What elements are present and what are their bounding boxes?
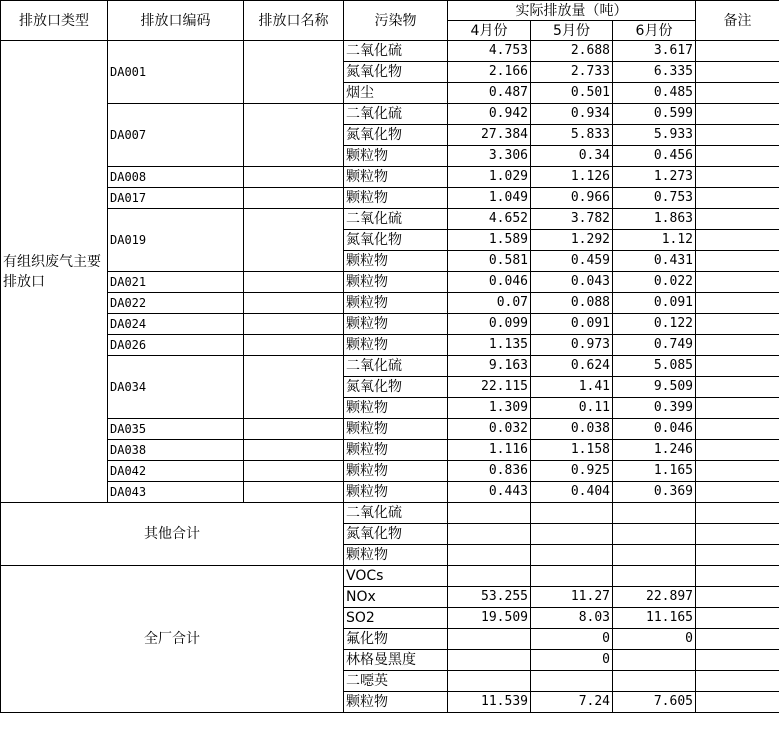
remark-cell: [696, 230, 779, 251]
value-month-4: 1.309: [448, 398, 531, 419]
pollutant-cell: 颗粒物: [344, 335, 448, 356]
remark-cell: [696, 209, 779, 230]
remark-cell: [696, 440, 779, 461]
value-month-6: [613, 503, 696, 524]
value-month-5: 0.043: [531, 272, 613, 293]
value-month-4: [448, 650, 531, 671]
remark-cell: [696, 272, 779, 293]
value-month-6: 11.165: [613, 608, 696, 629]
remark-cell: [696, 419, 779, 440]
value-month-4: 27.384: [448, 125, 531, 146]
value-month-5: [531, 566, 613, 587]
pollutant-cell: 颗粒物: [344, 146, 448, 167]
outlet-code: DA019: [108, 209, 244, 272]
outlet-name: [244, 41, 344, 104]
header-remark: 备注: [696, 1, 779, 41]
table-row: [1, 461, 779, 482]
remark-cell: [696, 671, 779, 692]
section3-label: 全厂合计: [1, 566, 344, 713]
value-month-4: [448, 524, 531, 545]
table-row: [1, 440, 779, 461]
value-month-5: 2.733: [531, 62, 613, 83]
pollutant-cell: NOx: [344, 587, 448, 608]
value-month-5: 1.126: [531, 167, 613, 188]
pollutant-cell: 颗粒物: [344, 461, 448, 482]
value-month-5: 11.27: [531, 587, 613, 608]
pollutant-cell: 二噁英: [344, 671, 448, 692]
value-month-5: 7.24: [531, 692, 613, 713]
value-month-6: 0.399: [613, 398, 696, 419]
outlet-code: DA017: [108, 188, 244, 209]
value-month-4: 1.049: [448, 188, 531, 209]
pollutant-cell: 氮氧化物: [344, 62, 448, 83]
value-month-5: 3.782: [531, 209, 613, 230]
remark-cell: [696, 566, 779, 587]
outlet-name: [244, 272, 344, 293]
remark-cell: [696, 62, 779, 83]
pollutant-cell: 氮氧化物: [344, 377, 448, 398]
remark-cell: [696, 524, 779, 545]
pollutant-cell: 颗粒物: [344, 482, 448, 503]
value-month-6: [613, 566, 696, 587]
table-row: [1, 167, 779, 188]
outlet-code: DA034: [108, 356, 244, 419]
header-actual: 实际排放量（吨）: [448, 1, 696, 21]
value-month-6: [613, 524, 696, 545]
value-month-4: 0.487: [448, 83, 531, 104]
pollutant-cell: 氮氧化物: [344, 230, 448, 251]
pollutant-cell: 颗粒物: [344, 251, 448, 272]
pollutant-cell: 氟化物: [344, 629, 448, 650]
outlet-code: DA042: [108, 461, 244, 482]
remark-cell: [696, 377, 779, 398]
value-month-6: 5.933: [613, 125, 696, 146]
value-month-6: 0.431: [613, 251, 696, 272]
value-month-6: 0.046: [613, 419, 696, 440]
table-row: [1, 104, 779, 125]
table-row: [1, 356, 779, 377]
header-month-5: 5月份: [531, 21, 613, 41]
pollutant-cell: 二氧化硫: [344, 41, 448, 62]
value-month-6: 1.273: [613, 167, 696, 188]
value-month-6: 6.335: [613, 62, 696, 83]
value-month-6: 1.12: [613, 230, 696, 251]
value-month-6: 0.749: [613, 335, 696, 356]
outlet-code: DA038: [108, 440, 244, 461]
value-month-4: 0.836: [448, 461, 531, 482]
outlet-code: DA007: [108, 104, 244, 167]
remark-cell: [696, 482, 779, 503]
outlet-name: [244, 419, 344, 440]
remark-cell: [696, 356, 779, 377]
outlet-code: DA035: [108, 419, 244, 440]
value-month-4: 1.135: [448, 335, 531, 356]
header-type: 排放口类型: [1, 1, 108, 41]
remark-cell: [696, 650, 779, 671]
value-month-5: [531, 545, 613, 566]
value-month-6: 0.599: [613, 104, 696, 125]
value-month-6: [613, 650, 696, 671]
remark-cell: [696, 398, 779, 419]
value-month-6: 1.863: [613, 209, 696, 230]
value-month-6: 0.022: [613, 272, 696, 293]
outlet-code: DA026: [108, 335, 244, 356]
remark-cell: [696, 41, 779, 62]
value-month-5: [531, 524, 613, 545]
remark-cell: [696, 146, 779, 167]
value-month-6: 0.485: [613, 83, 696, 104]
value-month-5: 0.11: [531, 398, 613, 419]
value-month-5: 5.833: [531, 125, 613, 146]
value-month-4: [448, 545, 531, 566]
value-month-4: 1.589: [448, 230, 531, 251]
value-month-4: 3.306: [448, 146, 531, 167]
value-month-4: 0.099: [448, 314, 531, 335]
pollutant-cell: 林格曼黑度: [344, 650, 448, 671]
remark-cell: [696, 188, 779, 209]
outlet-name: [244, 293, 344, 314]
value-month-6: 0: [613, 629, 696, 650]
remark-cell: [696, 461, 779, 482]
remark-cell: [696, 251, 779, 272]
value-month-4: [448, 629, 531, 650]
table-row: [1, 335, 779, 356]
table-row: [1, 566, 779, 587]
pollutant-cell: 颗粒物: [344, 272, 448, 293]
pollutant-cell: 二氧化硫: [344, 356, 448, 377]
pollutant-cell: 颗粒物: [344, 419, 448, 440]
value-month-6: [613, 671, 696, 692]
value-month-4: 53.255: [448, 587, 531, 608]
table-row: [1, 419, 779, 440]
pollutant-cell: 颗粒物: [344, 692, 448, 713]
value-month-5: 0.34: [531, 146, 613, 167]
value-month-5: 0.925: [531, 461, 613, 482]
value-month-4: 0.443: [448, 482, 531, 503]
pollutant-cell: 二氧化硫: [344, 104, 448, 125]
value-month-6: 0.091: [613, 293, 696, 314]
value-month-6: 0.122: [613, 314, 696, 335]
header-code: 排放口编码: [108, 1, 244, 41]
table-row: [1, 188, 779, 209]
header-row: [1, 1, 779, 21]
outlet-code: DA024: [108, 314, 244, 335]
value-month-6: 9.509: [613, 377, 696, 398]
value-month-4: 19.509: [448, 608, 531, 629]
value-month-6: 3.617: [613, 41, 696, 62]
value-month-5: 0: [531, 650, 613, 671]
value-month-5: 0.404: [531, 482, 613, 503]
value-month-4: 22.115: [448, 377, 531, 398]
outlet-name: [244, 167, 344, 188]
value-month-5: 8.03: [531, 608, 613, 629]
table-row: [1, 314, 779, 335]
outlet-code: DA043: [108, 482, 244, 503]
outlet-name: [244, 461, 344, 482]
value-month-5: 0.934: [531, 104, 613, 125]
value-month-6: 1.165: [613, 461, 696, 482]
value-month-5: 0.973: [531, 335, 613, 356]
value-month-4: 0.942: [448, 104, 531, 125]
outlet-name: [244, 440, 344, 461]
value-month-5: 0.624: [531, 356, 613, 377]
value-month-4: 2.166: [448, 62, 531, 83]
value-month-4: 11.539: [448, 692, 531, 713]
value-month-6: [613, 545, 696, 566]
outlet-code: DA008: [108, 167, 244, 188]
remark-cell: [696, 503, 779, 524]
outlet-name: [244, 314, 344, 335]
value-month-5: 0.459: [531, 251, 613, 272]
value-month-6: 5.085: [613, 356, 696, 377]
value-month-4: 4.652: [448, 209, 531, 230]
value-month-4: 0.581: [448, 251, 531, 272]
value-month-4: 0.046: [448, 272, 531, 293]
value-month-4: 0.07: [448, 293, 531, 314]
remark-cell: [696, 587, 779, 608]
section2-label: 其他合计: [1, 503, 344, 566]
pollutant-cell: 氮氧化物: [344, 524, 448, 545]
pollutant-cell: 氮氧化物: [344, 125, 448, 146]
value-month-6: 22.897: [613, 587, 696, 608]
value-month-4: 1.116: [448, 440, 531, 461]
header-month-4: 4月份: [448, 21, 531, 41]
value-month-6: 0.456: [613, 146, 696, 167]
outlet-name: [244, 209, 344, 272]
remark-cell: [696, 545, 779, 566]
value-month-5: 1.292: [531, 230, 613, 251]
remark-cell: [696, 83, 779, 104]
remark-cell: [696, 104, 779, 125]
value-month-5: 0.501: [531, 83, 613, 104]
table-row: [1, 41, 779, 62]
value-month-6: 0.369: [613, 482, 696, 503]
remark-cell: [696, 335, 779, 356]
pollutant-cell: 二氧化硫: [344, 503, 448, 524]
outlet-name: [244, 335, 344, 356]
outlet-code: DA022: [108, 293, 244, 314]
value-month-4: [448, 503, 531, 524]
pollutant-cell: VOCs: [344, 566, 448, 587]
header-name: 排放口名称: [244, 1, 344, 41]
table-row: [1, 209, 779, 230]
pollutant-cell: 颗粒物: [344, 440, 448, 461]
pollutant-cell: SO2: [344, 608, 448, 629]
value-month-5: 1.41: [531, 377, 613, 398]
remark-cell: [696, 167, 779, 188]
remark-cell: [696, 314, 779, 335]
outlet-name: [244, 482, 344, 503]
pollutant-cell: 颗粒物: [344, 314, 448, 335]
value-month-4: 9.163: [448, 356, 531, 377]
pollutant-cell: 烟尘: [344, 83, 448, 104]
outlet-name: [244, 188, 344, 209]
value-month-4: 0.032: [448, 419, 531, 440]
pollutant-cell: 颗粒物: [344, 398, 448, 419]
value-month-5: [531, 671, 613, 692]
value-month-5: 0.088: [531, 293, 613, 314]
outlet-code: DA021: [108, 272, 244, 293]
remark-cell: [696, 629, 779, 650]
header-month-6: 6月份: [613, 21, 696, 41]
value-month-6: 7.605: [613, 692, 696, 713]
pollutant-cell: 颗粒物: [344, 545, 448, 566]
outlet-name: [244, 356, 344, 419]
value-month-5: 1.158: [531, 440, 613, 461]
remark-cell: [696, 125, 779, 146]
pollutant-cell: 颗粒物: [344, 188, 448, 209]
value-month-5: 0.966: [531, 188, 613, 209]
value-month-5: [531, 503, 613, 524]
value-month-4: 1.029: [448, 167, 531, 188]
remark-cell: [696, 608, 779, 629]
value-month-6: 0.753: [613, 188, 696, 209]
table-row: [1, 293, 779, 314]
table-row: [1, 272, 779, 293]
emission-type-label: 有组织废气主要排放口: [1, 41, 108, 503]
table-row: [1, 482, 779, 503]
outlet-name: [244, 104, 344, 167]
value-month-5: 2.688: [531, 41, 613, 62]
pollutant-cell: 颗粒物: [344, 167, 448, 188]
header-pollutant: 污染物: [344, 1, 448, 41]
value-month-5: 0.038: [531, 419, 613, 440]
remark-cell: [696, 692, 779, 713]
value-month-4: [448, 566, 531, 587]
value-month-6: 1.246: [613, 440, 696, 461]
value-month-4: [448, 671, 531, 692]
pollutant-cell: 颗粒物: [344, 293, 448, 314]
value-month-5: 0.091: [531, 314, 613, 335]
value-month-4: 4.753: [448, 41, 531, 62]
table-row: [1, 503, 779, 524]
value-month-5: 0: [531, 629, 613, 650]
outlet-code: DA001: [108, 41, 244, 104]
pollutant-cell: 二氧化硫: [344, 209, 448, 230]
remark-cell: [696, 293, 779, 314]
